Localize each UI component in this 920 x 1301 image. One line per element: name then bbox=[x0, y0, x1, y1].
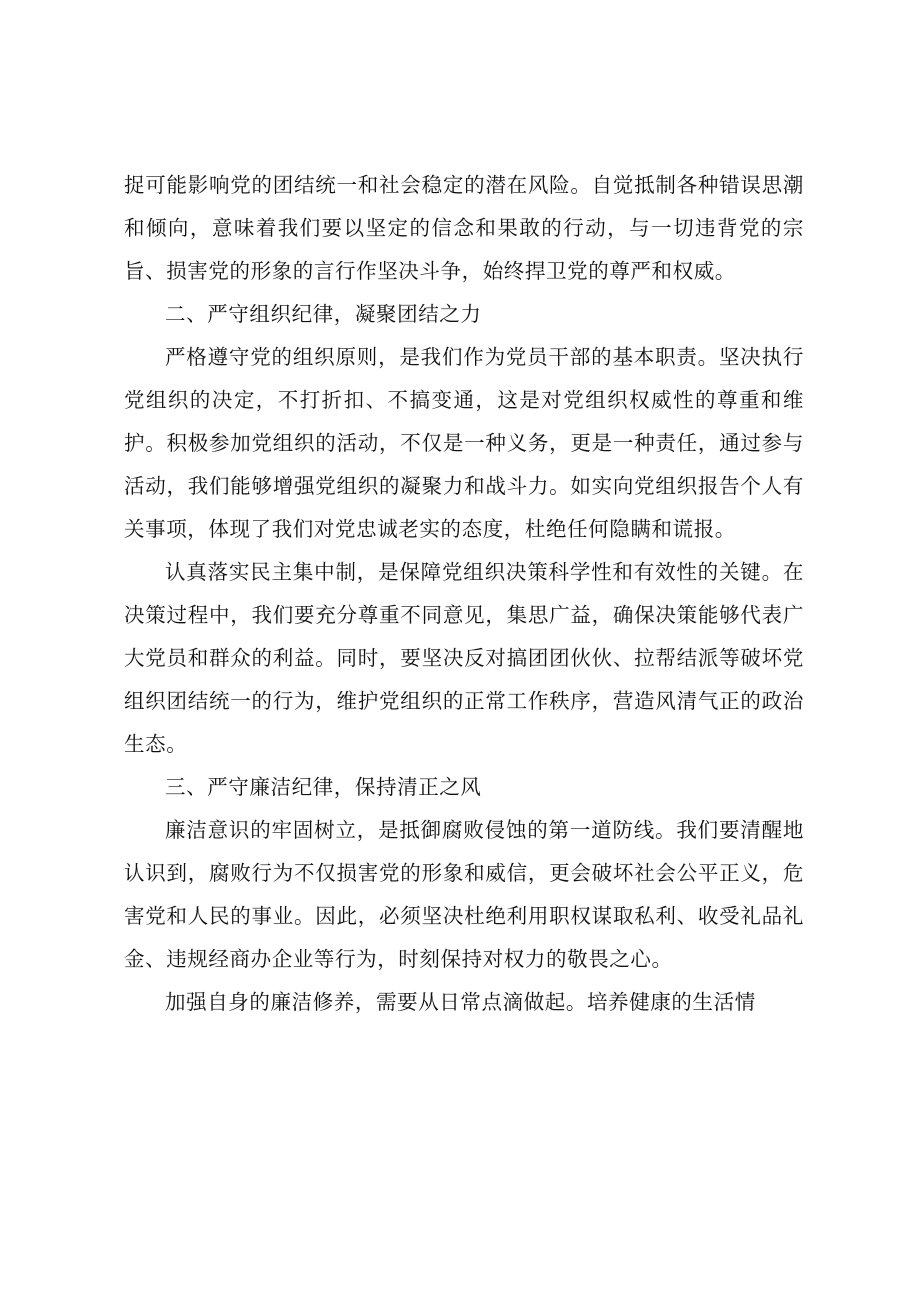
paragraph-continued-risk: 捉可能影响党的团结统一和社会稳定的潜在风险。自觉抵制各种错误思潮和倾向，意味着我们要以坚定的信念和果敢的行动，与一切违背党的宗旨、损害党的形象的言行作坚决斗争，始终捍卫党的尊严和权威。 bbox=[124, 173, 804, 283]
paragraph-democratic-centralism: 认真落实民主集中制，是保障党组织决策科学性和有效性的关键。在决策过程中，我们要充分尊重不同意见，集思广益，确保决策能够代表广大党员和群众的利益。同时，要坚决反对搞团团伙伙、拉帮结派等破坏党组织团结统一的行为，维护党组织的正常工作秩序，营造风清气正的政治生态。 bbox=[124, 560, 804, 756]
paragraph-integrity-awareness: 廉洁意识的牢固树立，是抵御腐败侵蚀的第一道防线。我们要清醒地认识到，腐败行为不仅损害党的形象和威信，更会破坏社会公平正义，危害党和人民的事业。因此，必须坚决杜绝利用职权谋取私利、收受礼品礼金、违规经商办企业等行为，时刻保持对权力的敬畏之心。 bbox=[124, 818, 804, 971]
document-body bbox=[124, 164, 804, 1024]
paragraph-organization-principles: 严格遵守党的组织原则，是我们作为党员干部的基本职责。坚决执行党组织的决定，不打折扣、不搞变通，这是对党组织权威性的尊重和维护。积极参加党组织的活动，不仅是一种义务，更是一种责任，通过参与活动，我们能够增强党组织的凝聚力和战斗力。如实向党组织报告个人有关事项，体现了我们对党忠诚老实的态度，杜绝任何隐瞒和谎报。 bbox=[124, 345, 804, 541]
section-heading-organization-discipline: 二、严守组织纪律，凝聚团结之力 bbox=[165, 302, 482, 326]
section-heading-integrity-discipline: 三、严守廉洁纪律，保持清正之风 bbox=[165, 775, 482, 799]
paragraph-integrity-cultivation: 加强自身的廉洁修养，需要从日常点滴做起。培养健康的生活情 bbox=[165, 990, 756, 1014]
